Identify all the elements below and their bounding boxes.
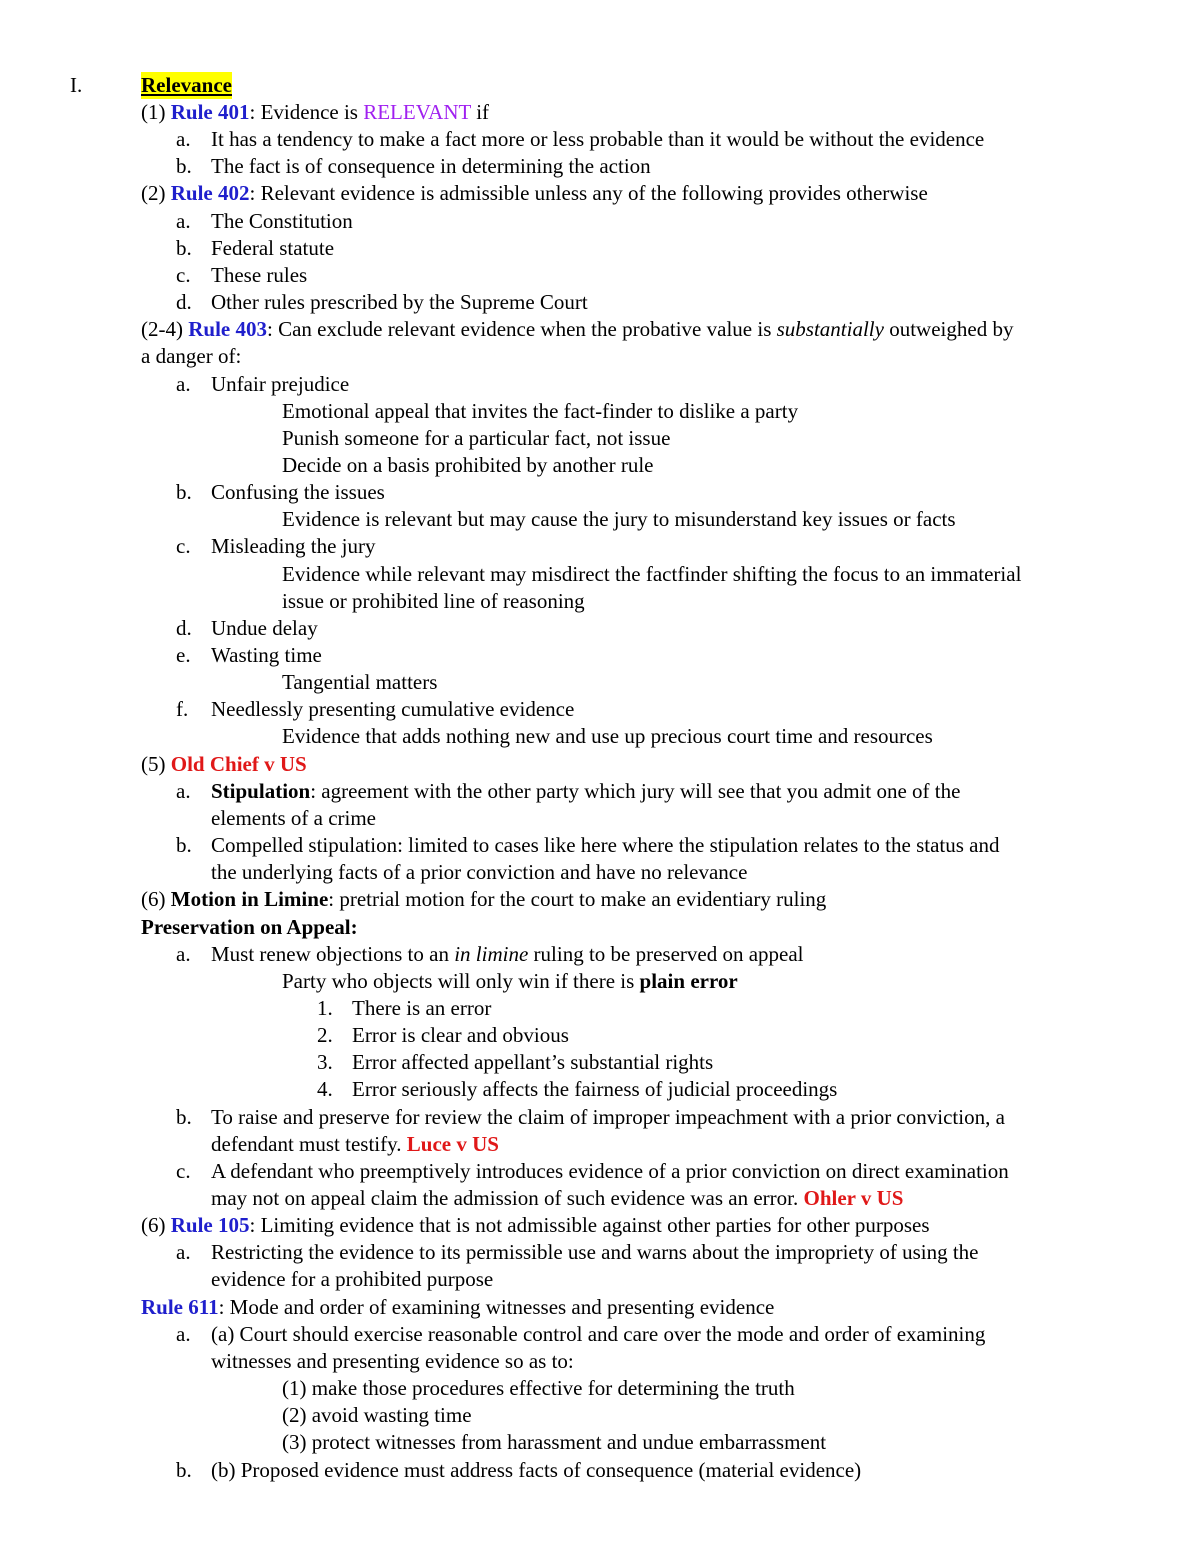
list-item-text <box>282 968 738 995</box>
text-run: : Evidence is <box>249 100 364 124</box>
text-run: : agreement with the other party which jury will see that you admit one of the <box>310 779 961 803</box>
list-marker: 3. <box>317 1050 333 1074</box>
list-marker: e. <box>176 643 191 667</box>
section-title: Relevance <box>141 73 232 97</box>
section-marker: I. <box>70 73 83 97</box>
list-marker: a. <box>176 942 191 966</box>
text-run: Decide on a basis prohibited by another rule <box>282 453 654 477</box>
list-item-text <box>141 99 489 126</box>
list-marker: b. <box>176 236 192 260</box>
text-run: (2) avoid wasting time <box>282 1403 472 1427</box>
list-marker: b. <box>176 154 192 178</box>
list-item-text <box>282 425 670 452</box>
list-marker: 1. <box>317 996 333 1020</box>
text-run: (3) protect witnesses from harassment and undue embarrassment <box>282 1430 827 1454</box>
list-item-text <box>211 1185 903 1212</box>
list-marker: b. <box>176 480 192 504</box>
text-run: Preservation on Appeal: <box>141 915 358 939</box>
text-run: Undue delay <box>211 616 318 640</box>
text-run: Federal statute <box>211 236 335 260</box>
text-run: : Relevant evidence is admissible unless any of the following provides otherwise <box>249 181 928 205</box>
list-item-text <box>352 1076 837 1103</box>
list-marker: a. <box>176 127 191 151</box>
list-item-text <box>211 126 984 153</box>
list-item-text <box>211 153 651 180</box>
list-item-text <box>211 1239 979 1266</box>
list-item-text <box>211 371 349 398</box>
list-marker: a. <box>176 209 191 233</box>
text-run: if <box>470 100 490 124</box>
text-run: Tangential matters <box>282 670 438 694</box>
text-run: outweighed by <box>883 317 1014 341</box>
text-run: Evidence that adds nothing new and use up precious court time and resources <box>282 724 933 748</box>
text-run: (2) <box>141 181 171 205</box>
list-item-text <box>211 859 747 886</box>
text-run: Motion in Limine <box>170 887 329 911</box>
list-item-text <box>211 1266 493 1293</box>
text-run: To raise and preserve for review the claim of improper impeachment with a prior conviction, a <box>211 1105 1005 1129</box>
list-item-text <box>211 778 960 805</box>
list-item-text <box>141 1294 774 1321</box>
list-item-text <box>282 398 798 425</box>
list-item-text <box>211 1158 1009 1185</box>
list-item-text <box>282 452 653 479</box>
list-marker: a. <box>176 1240 191 1264</box>
text-run: : pretrial motion for the court to make an evidentiary ruling <box>328 887 827 911</box>
list-marker: f. <box>176 697 189 721</box>
text-run: (5) <box>141 752 171 776</box>
list-item-text <box>282 1402 472 1429</box>
list-item-text <box>282 1375 795 1402</box>
list-marker: b. <box>176 1105 192 1129</box>
list-item-text <box>211 642 322 669</box>
rule-reference: Rule 402 <box>170 181 250 205</box>
text-run: Error seriously affects the fairness of judicial proceedings <box>352 1077 838 1101</box>
text-run: Restricting the evidence to its permissible use and warns about the impropriety of using the <box>211 1240 979 1264</box>
text-run: plain error <box>639 969 738 993</box>
text-run: RELEVANT <box>363 100 471 124</box>
list-item-text <box>211 832 999 859</box>
text-run: (a) Court should exercise reasonable control and care over the mode and order of examining <box>211 1322 986 1346</box>
case-name: Old Chief v US <box>170 752 307 776</box>
text-run: may not on appeal claim the admission of such evidence was an error. <box>211 1186 804 1210</box>
text-run: It has a tendency to make a fact more or less probable than it would be without the evidence <box>211 127 985 151</box>
rule-reference: Rule 403 <box>188 317 267 341</box>
list-item-text <box>141 1212 930 1239</box>
text-run: Other rules prescribed by the Supreme Court <box>211 290 588 314</box>
list-marker: c. <box>176 263 191 287</box>
rule-reference: Rule 105 <box>170 1213 250 1237</box>
text-run: a danger of: <box>141 344 242 368</box>
text-run: the underlying facts of a prior conviction and have no relevance <box>211 860 748 884</box>
list-marker: d. <box>176 616 192 640</box>
list-item-text <box>141 914 358 941</box>
text-run: These rules <box>211 263 308 287</box>
text-run: defendant must testify. <box>211 1132 407 1156</box>
rule-reference: Rule 401 <box>170 100 250 124</box>
list-item-text <box>211 941 804 968</box>
list-item-text <box>282 588 585 615</box>
text-run: The fact is of consequence in determining the action <box>211 154 651 178</box>
list-marker: b. <box>176 1458 192 1482</box>
text-run: : Can exclude relevant evidence when the probative value is <box>266 317 777 341</box>
text-run: (6) <box>141 887 171 911</box>
text-run: Must renew objections to an <box>211 942 455 966</box>
text-run: Error affected appellant’s substantial rights <box>352 1050 714 1074</box>
text-run: ruling to be preserved on appeal <box>528 942 804 966</box>
text-run: Party who objects will only win if there is <box>282 969 640 993</box>
text-run: Evidence is relevant but may cause the jury to misunderstand key issues or facts <box>282 507 956 531</box>
list-item-text <box>211 289 588 316</box>
text-run: (2-4) <box>141 317 189 341</box>
text-run: Compelled stipulation: limited to cases like here where the stipulation relates to the status and <box>211 833 1000 857</box>
list-item-text <box>211 1321 985 1348</box>
text-run: : Limiting evidence that is not admissible against other parties for other purposes <box>249 1213 930 1237</box>
list-marker: a. <box>176 1322 191 1346</box>
text-run: Misleading the jury <box>211 534 376 558</box>
list-item-text <box>141 751 307 778</box>
list-item-text <box>352 1022 569 1049</box>
list-item-text <box>211 615 318 642</box>
list-marker: a. <box>176 779 191 803</box>
text-run: Punish someone for a particular fact, not issue <box>282 426 671 450</box>
text-run: (1) <box>141 100 171 124</box>
list-item-text <box>141 180 928 207</box>
list-item-text <box>141 316 1013 343</box>
text-run: There is an error <box>352 996 492 1020</box>
text-run: (1) make those procedures effective for determining the truth <box>282 1376 795 1400</box>
text-run: issue or prohibited line of reasoning <box>282 589 585 613</box>
text-run: A defendant who preemptively introduces evidence of a prior conviction on direct examination <box>211 1159 1009 1183</box>
list-item-text <box>282 723 933 750</box>
case-name: Ohler v US <box>803 1186 904 1210</box>
text-run: witnesses and presenting evidence so as to: <box>211 1349 574 1373</box>
text-run: substantially <box>776 317 884 341</box>
list-item-text <box>141 343 241 370</box>
list-item-text <box>211 208 353 235</box>
text-run: Evidence while relevant may misdirect the factfinder shifting the focus to an immaterial <box>282 562 1022 586</box>
list-marker: a. <box>176 372 191 396</box>
list-item-text <box>352 1049 713 1076</box>
list-item-text <box>282 1429 826 1456</box>
case-name: Luce v US <box>406 1132 499 1156</box>
list-item-text <box>211 235 334 262</box>
rule-reference: Rule 611 <box>141 1295 219 1319</box>
text-run: Emotional appeal that invites the fact-finder to dislike a party <box>282 399 799 423</box>
text-run: elements of a crime <box>211 806 377 830</box>
list-item-text <box>211 1104 1005 1131</box>
list-item-text <box>141 886 826 913</box>
text-run: Needlessly presenting cumulative evidence <box>211 697 575 721</box>
text-run: Unfair prejudice <box>211 372 350 396</box>
list-item-text <box>211 533 375 560</box>
list-item-text <box>211 1131 499 1158</box>
text-run: evidence for a prohibited purpose <box>211 1267 494 1291</box>
text-run: : Mode and order of examining witnesses and presenting evidence <box>218 1295 775 1319</box>
text-run: Confusing the issues <box>211 480 385 504</box>
list-marker: b. <box>176 833 192 857</box>
list-marker: 4. <box>317 1077 333 1101</box>
list-marker: c. <box>176 534 191 558</box>
text-run: in limine <box>454 942 529 966</box>
list-item-text <box>352 995 491 1022</box>
text-run: Error is clear and obvious <box>352 1023 569 1047</box>
list-item-text <box>211 1457 861 1484</box>
list-item-text <box>282 561 1021 588</box>
list-marker: 2. <box>317 1023 333 1047</box>
list-item-text <box>211 1348 574 1375</box>
list-item-text <box>211 262 307 289</box>
list-marker: c. <box>176 1159 191 1183</box>
list-item-text <box>211 696 574 723</box>
text-run: Wasting time <box>211 643 322 667</box>
text-run: The Constitution <box>211 209 353 233</box>
text-run: (6) <box>141 1213 171 1237</box>
text-run: (b) Proposed evidence must address facts of consequence (material evidence) <box>211 1458 862 1482</box>
text-run: Stipulation <box>211 779 311 803</box>
list-item-text <box>211 805 376 832</box>
list-marker: d. <box>176 290 192 314</box>
list-item-text <box>282 506 956 533</box>
list-item-text <box>282 669 437 696</box>
list-item-text <box>211 479 385 506</box>
